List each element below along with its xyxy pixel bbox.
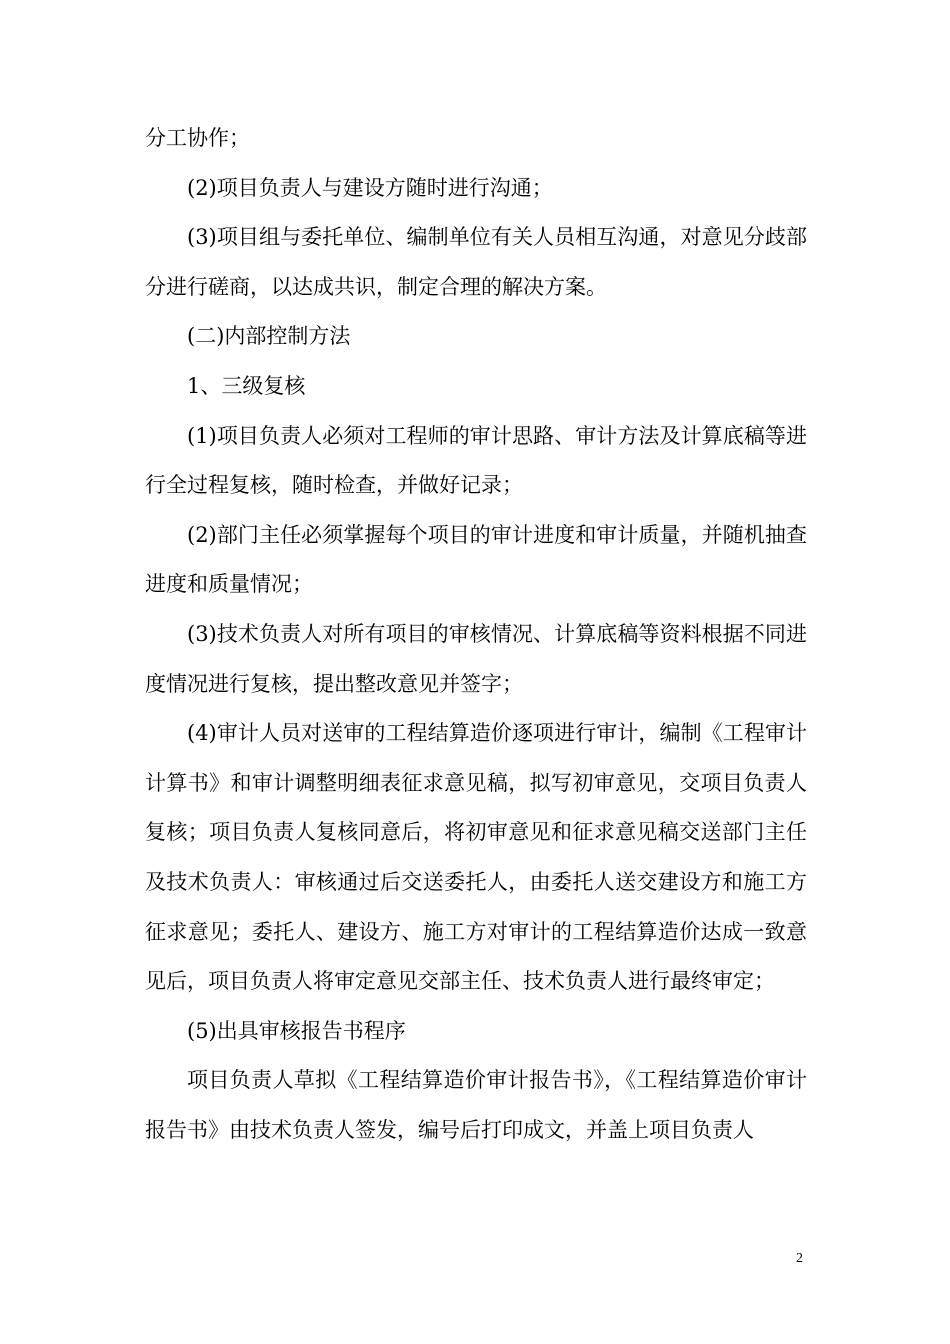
paragraph-8: (3)技术负责人对所有项目的审核情况、计算底稿等资料根据不同进度情况进行复核，提出整改意见并签字； [145,621,807,696]
paragraph-7: (2)部门主任必须掌握每个项目的审计进度和审计质量，并随机抽查进度和质量情况； [145,522,807,597]
paragraph-2: (2)项目负责人与建设方随时进行沟通； [187,175,553,200]
paragraph-9: (4)审计人员对送审的工程结算造价逐项进行审计，编制《工程审计计算书》和审计调整明细表征求意见稿，拟写初审意见，交项目负责人复核；项目负责人复核同意后，将初审意见和征求意见稿交送部门主任及技术负责人：审核通过后交送委托人，由委托人送交建设方和施工方征求意见；委托人、建设方、施工方对审计的工程结算造价达成一致意见后，项目负责人将审定意见交部主任、技术负责人进行最终审定； [145,721,807,994]
section-heading-internal-control: (二)内部控制方法 [187,324,351,349]
paragraph-3: (3)项目组与委托单位、编制单位有关人员相互沟通，对意见分歧部分进行磋商，以达成共识，制定合理的解决方案。 [145,225,807,299]
paragraph-6: (1)项目负责人必须对工程师的审计思路、审计方法及计算底稿等进行全过程复核，随时检查，并做好记录； [145,423,807,498]
page-number: 2 [796,1251,803,1266]
document-body [145,114,807,1155]
paragraph-10: (5)出具审核报告书程序 [187,1018,406,1043]
paragraph-1: 分工协作； [145,126,250,150]
paragraph-11: 项目负责人草拟《工程结算造价审计报告书》，《工程结算造价审计报告书》由技术负责人签发，编号后打印成文，并盖上项目负责人 [145,1068,807,1142]
subheading-three-level-review: 1、三级复核 [187,373,306,398]
